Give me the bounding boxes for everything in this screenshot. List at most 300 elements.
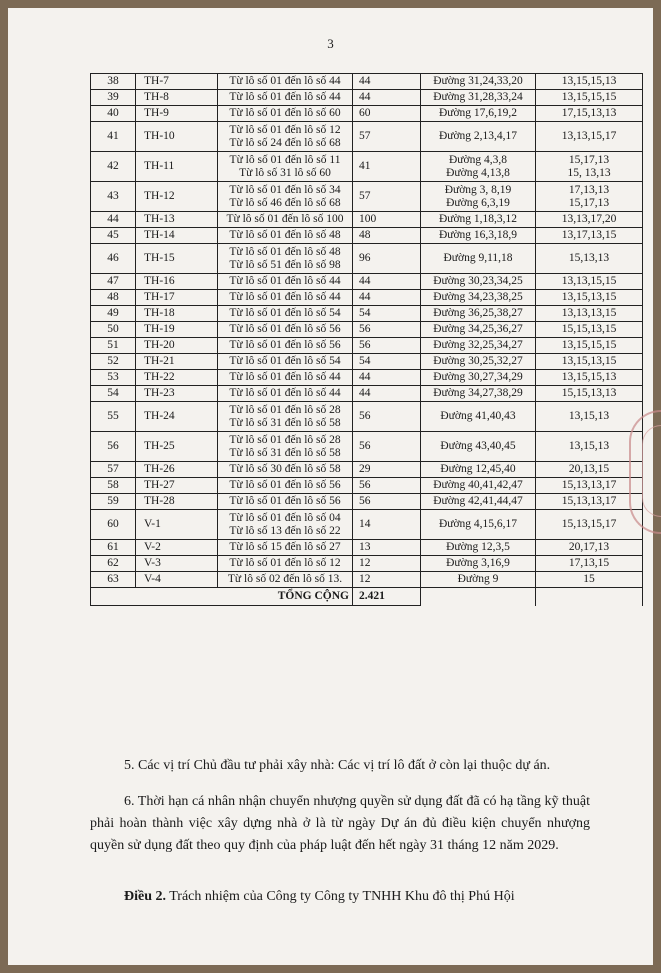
cell-road-text: Đường 30,27,34,29 [433, 371, 523, 383]
cell-road-text: Đường 34,27,38,29 [433, 387, 523, 399]
cell-lot-range [218, 106, 353, 122]
cell-lot-range-text: Từ lô số 01 đến lô số 44 [229, 275, 341, 287]
cell-road-width-text: 15,17,13 [568, 196, 610, 209]
table-row [91, 290, 643, 306]
cell-road [421, 228, 536, 244]
cell-block-code [136, 556, 218, 572]
cell-lot-range [218, 478, 353, 494]
cell-lot-range-text: Từ lô số 01 đến lô số 100 [226, 213, 344, 225]
cell-stt [91, 90, 136, 106]
cell-stt [91, 402, 136, 432]
cell-lot-count-text: 56 [359, 495, 371, 507]
cell-block-code-text: V-4 [144, 573, 161, 585]
table-row [91, 462, 643, 478]
cell-lot-range-text: Từ lô số 01 đến lô số 44 [229, 75, 341, 87]
cell-road-width [536, 228, 643, 244]
cell-road-text: Đường 12,45,40 [440, 463, 516, 475]
cell-block-code [136, 338, 218, 354]
cell-block-code-text: TH-16 [144, 275, 175, 287]
cell-block-code-text: V-1 [144, 518, 161, 530]
cell-road [421, 74, 536, 90]
cell-stt-text: 57 [107, 463, 119, 475]
cell-lot-count [353, 478, 421, 494]
cell-road [421, 106, 536, 122]
cell-block-code-text: TH-22 [144, 371, 175, 383]
cell-block-code-text: V-3 [144, 557, 161, 569]
cell-stt-text: 60 [107, 518, 119, 530]
cell-block-code-text: TH-13 [144, 213, 175, 225]
cell-road-width [536, 432, 643, 462]
cell-road-width-text: 15,15,13,13 [561, 387, 617, 399]
cell-lot-range-text: Từ lô số 01 đến lô số 60 [229, 107, 341, 119]
table-row [91, 432, 643, 462]
cell-road-width [536, 290, 643, 306]
cell-stt [91, 182, 136, 212]
cell-lot-range [218, 306, 353, 322]
cell-lot-range [218, 494, 353, 510]
cell-road-width-text: 17,13,13 [568, 183, 610, 196]
cell-block-code [136, 244, 218, 274]
cell-lot-range [218, 90, 353, 106]
cell-lot-count [353, 432, 421, 462]
cell-stt [91, 290, 136, 306]
cell-road-text: Đường 16,3,18,9 [438, 229, 518, 241]
cell-stt [91, 462, 136, 478]
total-blank-4 [536, 588, 643, 606]
cell-lot-range-text: Từ lô số 01 đến lô số 56 [229, 323, 341, 335]
cell-stt-text: 44 [107, 213, 119, 225]
cell-stt-text: 40 [107, 107, 119, 119]
cell-stt [91, 74, 136, 90]
cell-stt [91, 510, 136, 540]
cell-road [421, 402, 536, 432]
cell-lot-range-text: Từ lô số 01 đến lô số 12 [229, 557, 341, 569]
cell-road-text: Đường 40,41,42,47 [433, 479, 523, 491]
cell-road-text: Đường 9 [457, 573, 499, 585]
cell-road [421, 212, 536, 228]
cell-road-text: Đường 1,18,3,12 [438, 213, 518, 225]
cell-lot-range [218, 572, 353, 588]
cell-lot-range-text: Từ lô số 31 lô số 60 [239, 166, 331, 179]
cell-stt-text: 42 [107, 160, 119, 172]
cell-stt [91, 494, 136, 510]
cell-lot-range [218, 462, 353, 478]
cell-road-width [536, 152, 643, 182]
total-blank-1 [91, 588, 136, 606]
cell-lot-count [353, 556, 421, 572]
cell-road [421, 510, 536, 540]
cell-stt [91, 540, 136, 556]
cell-stt-text: 47 [107, 275, 119, 287]
cell-lot-count [353, 244, 421, 274]
cell-road-width [536, 106, 643, 122]
cell-stt [91, 322, 136, 338]
cell-stt [91, 122, 136, 152]
cell-block-code [136, 386, 218, 402]
cell-road-text: Đường 32,25,34,27 [433, 339, 523, 351]
cell-block-code-text: TH-9 [144, 107, 169, 119]
cell-road-width-text: 13,15,15,13 [561, 371, 617, 383]
cell-lot-count-text: 41 [359, 160, 371, 172]
cell-lot-count-text: 12 [359, 557, 371, 569]
cell-lot-count [353, 306, 421, 322]
cell-lot-range [218, 354, 353, 370]
cell-road-text: Đường 31,28,33,24 [433, 91, 523, 103]
cell-stt [91, 572, 136, 588]
cell-block-code-text: TH-25 [144, 440, 175, 452]
cell-road-width-text: 13,15,15,15 [561, 91, 617, 103]
cell-block-code-text: TH-11 [144, 160, 175, 172]
cell-road-text: Đường 12,3,5 [446, 541, 510, 553]
cell-lot-count-text: 56 [359, 410, 371, 422]
cell-lot-range-text: Từ lô số 02 đến lô số 13. [227, 573, 343, 585]
cell-block-code-text: TH-8 [144, 91, 169, 103]
cell-lot-count-text: 44 [359, 291, 371, 303]
cell-lot-count-text: 100 [359, 213, 377, 225]
cell-road-width-text: 20,17,13 [568, 541, 610, 553]
cell-block-code [136, 494, 218, 510]
paragraph-5: 5. Các vị trí Chủ đầu tư phải xây nhà: Các vị trí lô đất ở còn lại thuộc dự án. [124, 758, 551, 773]
cell-road-width [536, 370, 643, 386]
table-row [91, 370, 643, 386]
cell-road [421, 494, 536, 510]
cell-road-width [536, 478, 643, 494]
cell-road-width-text: 13,15,13 [568, 410, 610, 422]
cell-stt-text: 41 [107, 130, 119, 142]
cell-stt-text: 59 [107, 495, 119, 507]
cell-stt-text: 54 [107, 387, 119, 399]
cell-stt-text: 52 [107, 355, 119, 367]
cell-road-text: Đường 34,23,38,25 [433, 291, 523, 303]
cell-stt [91, 556, 136, 572]
cell-stt-text: 56 [107, 440, 119, 452]
cell-road-width-text: 13,15,15,15 [561, 339, 617, 351]
cell-road-width-text: 15,13,13,17 [561, 495, 617, 507]
cell-road-text: Đường 9,11,18 [443, 252, 513, 264]
cell-road-width-text: 15 [583, 573, 595, 585]
cell-stt-text: 63 [107, 573, 119, 585]
cell-road-text: Đường 3,16,9 [446, 557, 510, 569]
cell-road-width-text: 15, 13,13 [567, 166, 611, 179]
cell-road-width [536, 354, 643, 370]
cell-block-code [136, 354, 218, 370]
cell-road-text: Đường 30,23,34,25 [433, 275, 523, 287]
cell-lot-range-text: Từ lô số 01 đến lô số 54 [229, 355, 341, 367]
cell-stt-text: 55 [107, 410, 119, 422]
cell-lot-count [353, 274, 421, 290]
cell-lot-count-text: 48 [359, 229, 371, 241]
cell-lot-range [218, 322, 353, 338]
cell-lot-range-text: Từ lô số 01 đến lô số 28 [229, 433, 341, 446]
table-row [91, 386, 643, 402]
cell-block-code [136, 290, 218, 306]
article-2-label: Điều 2. [124, 889, 166, 904]
document-page [8, 8, 653, 965]
cell-lot-count-text: 56 [359, 323, 371, 335]
cell-block-code [136, 370, 218, 386]
cell-lot-range-text: Từ lô số 24 đến lô số 68 [229, 136, 341, 149]
cell-road [421, 432, 536, 462]
cell-road-width-text: 13,15,15,13 [561, 75, 617, 87]
cell-block-code-text: TH-27 [144, 479, 175, 491]
cell-lot-range-text: Từ lô số 30 đến lô số 58 [229, 463, 341, 475]
cell-road-width [536, 494, 643, 510]
cell-block-code-text: TH-14 [144, 229, 175, 241]
cell-road-width [536, 74, 643, 90]
cell-block-code-text: TH-20 [144, 339, 175, 351]
cell-lot-range-text: Từ lô số 01 đến lô số 56 [229, 495, 341, 507]
cell-lot-count [353, 322, 421, 338]
cell-block-code [136, 478, 218, 494]
cell-road-width [536, 338, 643, 354]
cell-stt-text: 46 [107, 252, 119, 264]
cell-road-width [536, 182, 643, 212]
cell-road-width-text: 13,13,15,17 [561, 130, 617, 142]
cell-lot-range-text: Từ lô số 01 đến lô số 44 [229, 387, 341, 399]
cell-lot-count-text: 29 [359, 463, 371, 475]
cell-block-code-text: TH-18 [144, 307, 175, 319]
cell-lot-range-text: Từ lô số 01 đến lô số 54 [229, 307, 341, 319]
cell-road-width [536, 510, 643, 540]
cell-lot-range [218, 386, 353, 402]
table-row [91, 494, 643, 510]
cell-lot-range [218, 290, 353, 306]
cell-road-text: Đường 4,3,8 [449, 153, 507, 166]
total-value: 2.421 [353, 588, 421, 606]
cell-road-text: Đường 4,15,6,17 [438, 518, 518, 530]
cell-stt [91, 386, 136, 402]
cell-road-width-text: 13,13,17,20 [561, 213, 617, 225]
cell-road-width-text: 13,17,13,15 [561, 229, 617, 241]
cell-lot-range-text: Từ lô số 51 đến lô số 98 [229, 258, 341, 271]
cell-stt-text: 50 [107, 323, 119, 335]
table-row [91, 122, 643, 152]
cell-lot-count [353, 152, 421, 182]
cell-road [421, 274, 536, 290]
cell-block-code [136, 572, 218, 588]
cell-road-width-text: 15,17,13 [568, 153, 610, 166]
cell-stt-text: 43 [107, 190, 119, 202]
cell-road-width-text: 13,15,13,15 [561, 355, 617, 367]
cell-lot-count [353, 212, 421, 228]
cell-lot-range [218, 74, 353, 90]
cell-stt-text: 51 [107, 339, 119, 351]
cell-lot-count-text: 44 [359, 387, 371, 399]
cell-stt [91, 274, 136, 290]
cell-lot-range-text: Từ lô số 01 đến lô số 12 [229, 123, 341, 136]
cell-road [421, 478, 536, 494]
cell-lot-count-text: 14 [359, 518, 371, 530]
cell-road-text: Đường 31,24,33,20 [433, 75, 523, 87]
cell-stt [91, 306, 136, 322]
cell-road-text: Đường 42,41,44,47 [433, 495, 523, 507]
cell-block-code-text: TH-26 [144, 463, 175, 475]
cell-lot-count [353, 74, 421, 90]
cell-road-width [536, 540, 643, 556]
cell-road-width-text: 13,15,13,15 [561, 291, 617, 303]
cell-lot-count-text: 54 [359, 355, 371, 367]
cell-road-text: Đường 17,6,19,2 [438, 107, 518, 119]
cell-road-width-text: 17,13,15 [568, 557, 610, 569]
cell-block-code-text: TH-23 [144, 387, 175, 399]
cell-lot-count [353, 354, 421, 370]
cell-block-code [136, 306, 218, 322]
cell-road [421, 338, 536, 354]
cell-stt [91, 228, 136, 244]
cell-road-width-text: 15,13,13 [568, 252, 610, 264]
cell-block-code-text: TH-17 [144, 291, 175, 303]
cell-lot-range-text: Từ lô số 01 đến lô số 11 [229, 153, 341, 166]
table-row [91, 338, 643, 354]
cell-road-width-text: 15,13,13,17 [561, 479, 617, 491]
table-row [91, 510, 643, 540]
cell-lot-count-text: 56 [359, 479, 371, 491]
cell-block-code-text: TH-10 [144, 130, 175, 142]
cell-road-width [536, 572, 643, 588]
cell-lot-count [353, 540, 421, 556]
cell-lot-range-text: Từ lô số 01 đến lô số 44 [229, 371, 341, 383]
cell-road-text: Đường 6,3,19 [446, 196, 510, 209]
cell-block-code-text: TH-21 [144, 355, 175, 367]
cell-lot-count [353, 462, 421, 478]
cell-road-text: Đường 30,25,32,27 [433, 355, 523, 367]
cell-block-code-text: TH-12 [144, 190, 175, 202]
cell-road-text: Đường 3, 8,19 [444, 183, 512, 196]
cell-road-width [536, 306, 643, 322]
cell-stt [91, 478, 136, 494]
cell-stt-text: 45 [107, 229, 119, 241]
cell-road [421, 540, 536, 556]
cell-lot-range [218, 228, 353, 244]
cell-lot-range-text: Từ lô số 15 đến lô số 27 [229, 541, 341, 553]
cell-road-width [536, 462, 643, 478]
cell-lot-count [353, 290, 421, 306]
cell-lot-count [353, 386, 421, 402]
total-blank-2 [136, 588, 218, 606]
cell-block-code-text: V-2 [144, 541, 161, 553]
cell-lot-range-text: Từ lô số 01 đến lô số 44 [229, 91, 341, 103]
cell-stt [91, 106, 136, 122]
cell-road-text: Đường 36,25,38,27 [433, 307, 523, 319]
cell-lot-count-text: 57 [359, 130, 371, 142]
cell-road-width [536, 212, 643, 228]
cell-stt [91, 212, 136, 228]
cell-road-width-text: 13,15,13 [568, 440, 610, 452]
cell-road [421, 556, 536, 572]
cell-lot-range-text: Từ lô số 31 đến lô số 58 [229, 446, 341, 459]
cell-stt [91, 244, 136, 274]
cell-road [421, 386, 536, 402]
cell-road [421, 354, 536, 370]
cell-lot-range [218, 274, 353, 290]
cell-road-text: Đường 43,40,45 [440, 440, 516, 452]
cell-lot-range-text: Từ lô số 01 đến lô số 44 [229, 291, 341, 303]
cell-road-width [536, 122, 643, 152]
cell-lot-count [353, 572, 421, 588]
table-row [91, 274, 643, 290]
cell-block-code [136, 182, 218, 212]
article-2-text: Trách nhiệm của Công ty Công ty TNHH Khu đô thị Phú Hội [166, 889, 515, 904]
total-blank-3 [421, 588, 536, 606]
cell-lot-range-text: Từ lô số 46 đến lô số 68 [229, 196, 341, 209]
table-row [91, 74, 643, 90]
cell-block-code [136, 90, 218, 106]
cell-lot-range [218, 432, 353, 462]
cell-lot-count [353, 370, 421, 386]
cell-lot-count-text: 12 [359, 573, 371, 585]
cell-lot-range-text: Từ lô số 31 đến lô số 58 [229, 416, 341, 429]
cell-lot-range [218, 182, 353, 212]
cell-road-width-text: 15,15,13,15 [561, 323, 617, 335]
red-seal-stamp-inner [642, 425, 661, 517]
cell-lot-count-text: 60 [359, 107, 371, 119]
table-row [91, 354, 643, 370]
cell-road-text: Đường 4,13,8 [446, 166, 510, 179]
table-row [91, 322, 643, 338]
cell-block-code [136, 322, 218, 338]
cell-road [421, 370, 536, 386]
cell-stt [91, 152, 136, 182]
cell-lot-count-text: 13 [359, 541, 371, 553]
cell-stt-text: 62 [107, 557, 119, 569]
table-row [91, 90, 643, 106]
cell-lot-count-text: 96 [359, 252, 371, 264]
cell-lot-count [353, 228, 421, 244]
table-row [91, 152, 643, 182]
cell-road-width-text: 17,15,13,13 [561, 107, 617, 119]
cell-road [421, 152, 536, 182]
cell-stt [91, 370, 136, 386]
cell-block-code [136, 510, 218, 540]
cell-block-code [136, 122, 218, 152]
cell-lot-range-text: Từ lô số 01 đến lô số 48 [229, 245, 341, 258]
cell-road-text: Đường 2,13,4,17 [438, 130, 518, 142]
table-total-row [91, 588, 643, 606]
cell-stt-text: 38 [107, 75, 119, 87]
cell-block-code [136, 106, 218, 122]
cell-road [421, 122, 536, 152]
table-row [91, 540, 643, 556]
cell-road-width [536, 322, 643, 338]
cell-block-code-text: TH-15 [144, 252, 175, 264]
cell-road [421, 322, 536, 338]
cell-road-width-text: 13,13,13,15 [561, 307, 617, 319]
total-label: TỔNG CỘNG [218, 588, 353, 606]
cell-road [421, 572, 536, 588]
cell-block-code-text: TH-7 [144, 75, 169, 87]
paragraph-6: 6. Thời hạn cá nhân nhận chuyển nhượng quyền sử dụng đất đã có hạ tầng kỹ thuật phải hoàn thành việc xây dựng nhà ở là từ ngày Dự án đủ điều kiện chuyển nhượng quyền sử dụng đất theo quy định của pháp luật đến hết ngày 31 tháng 12 năm 2029. [90, 794, 590, 853]
table-row [91, 212, 643, 228]
cell-road-width [536, 386, 643, 402]
page-number: 3 [327, 36, 334, 51]
cell-lot-count [353, 510, 421, 540]
cell-stt [91, 338, 136, 354]
cell-block-code [136, 152, 218, 182]
cell-lot-range [218, 510, 353, 540]
table-row [91, 244, 643, 274]
cell-stt [91, 432, 136, 462]
cell-block-code-text: TH-24 [144, 410, 175, 422]
cell-lot-range [218, 244, 353, 274]
cell-lot-count [353, 182, 421, 212]
cell-lot-range [218, 402, 353, 432]
cell-road-width [536, 556, 643, 572]
cell-lot-range [218, 556, 353, 572]
cell-lot-range [218, 370, 353, 386]
cell-lot-count [353, 338, 421, 354]
cell-lot-count-text: 44 [359, 371, 371, 383]
cell-lot-count-text: 56 [359, 339, 371, 351]
